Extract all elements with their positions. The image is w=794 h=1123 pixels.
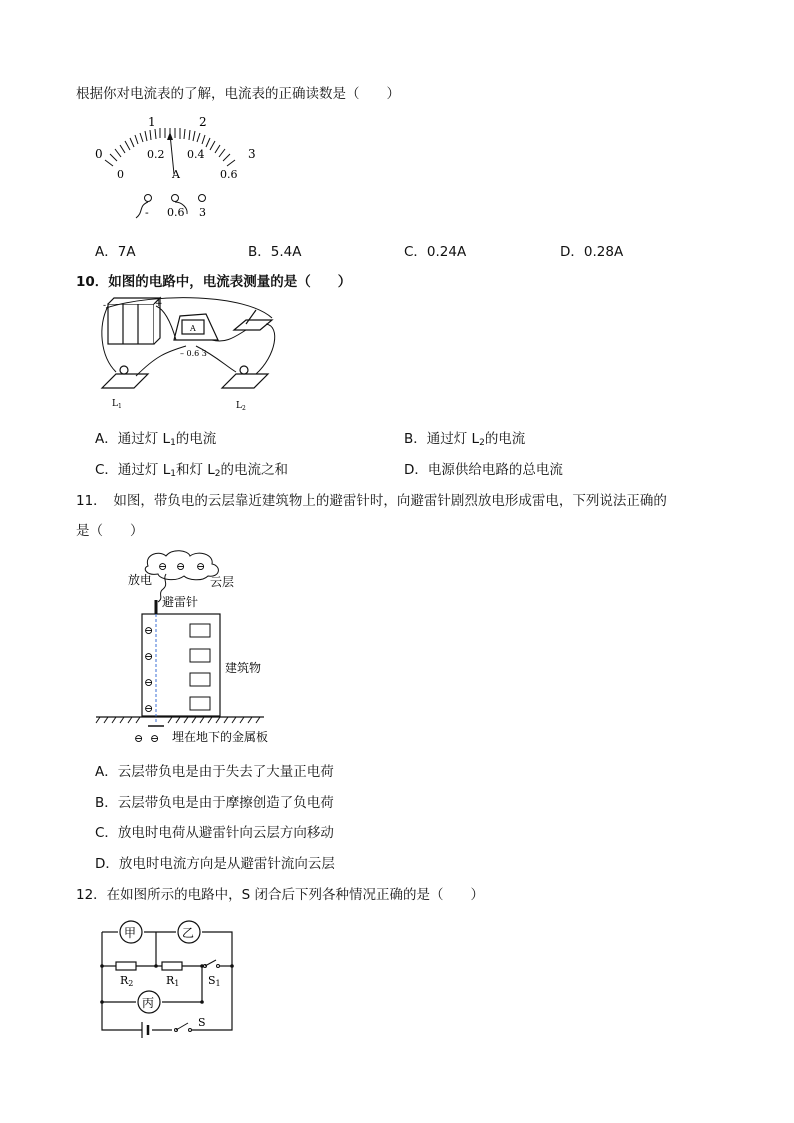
q11-option-b: B．云层带负电是由于摩擦创造了负电荷 [95, 795, 334, 811]
svg-text:A: A [190, 324, 196, 333]
meter-yi: 乙 [182, 926, 195, 940]
unit-label: A [172, 168, 180, 181]
q11-option-d: D．放电时电流方向是从避雷针流向云层 [95, 856, 335, 872]
svg-text:+: + [155, 299, 163, 309]
q9-option-c: C．0.24A [404, 244, 467, 260]
terminal-0.6: 0.6 [167, 206, 185, 219]
svg-text:⊖: ⊖ [150, 732, 160, 745]
terminal-minus: - [145, 206, 149, 219]
meter-jia: 甲 [124, 926, 137, 940]
scale-0.2: 0.2 [147, 148, 165, 161]
terminal-3: 3 [199, 206, 206, 219]
q10-circuit-figure [96, 296, 306, 416]
scale-1: 1 [148, 115, 156, 129]
lamp-l1 [102, 366, 148, 388]
q11-stem-line2: 是（ ） [76, 523, 144, 539]
scale-2: 2 [199, 115, 207, 129]
q12-circuit-figure [94, 918, 244, 1040]
switch [234, 310, 272, 330]
svg-text:⊖: ⊖ [196, 560, 206, 573]
q9-stem: 根据你对电流表的了解，电流表的正确读数是（ ） [76, 86, 400, 102]
q12-stem: 12．在如图所示的电路中，S 闭合后下列各种情况正确的是（ ） [76, 887, 485, 903]
scale-0.6: 0.6 [220, 168, 238, 181]
q11-option-a: A．云层带负电是由于失去了大量正电荷 [95, 764, 334, 780]
discharge-label: 放电 [128, 573, 153, 587]
q10-option-c: C．通过灯 $L_1$和灯 $L_2$的电流之和 [95, 462, 289, 479]
r2-label: R2 [120, 974, 134, 988]
q10-option-b: B．通过灯 $L_2$的电流 [404, 431, 526, 448]
plate-label: 埋在地下的金属板 [172, 730, 269, 744]
ammeter-terminals: – 0.6 3 [180, 349, 207, 358]
ammeter-dial-figure [90, 112, 270, 224]
q11-option-c: C．放电时电荷从避雷针向云层方向移动 [95, 825, 334, 841]
q10-stem: 10．如图的电路中，电流表测量的是（ ） [76, 274, 352, 290]
q10-option-a: A．通过灯 $L_1$的电流 [95, 431, 217, 448]
q9-option-b: B．5.4A [248, 244, 302, 260]
lightning-rod-figure [92, 548, 282, 748]
building-label: 建筑物 [225, 661, 262, 675]
lamp1-label: $L_1$ [112, 399, 122, 410]
meter-bing: 丙 [142, 996, 155, 1010]
q9-option-a: A．7A [95, 244, 136, 260]
q10-option-d: D．电源供给电路的总电流 [404, 462, 563, 478]
scale-3: 3 [248, 147, 256, 161]
scale-0.4: 0.4 [187, 148, 205, 161]
svg-text:⊖: ⊖ [144, 624, 154, 637]
rod-label: 避雷针 [162, 595, 199, 609]
scale-0-lower: 0 [117, 168, 124, 181]
svg-text:⊖: ⊖ [144, 650, 154, 663]
cloud-label: 云层 [210, 575, 235, 589]
ammeter [174, 314, 218, 340]
svg-text:⊖: ⊖ [176, 560, 186, 573]
svg-text:⊖: ⊖ [158, 560, 168, 573]
scale-0: 0 [95, 147, 103, 161]
svg-text:⊖: ⊖ [144, 702, 154, 715]
s-label: S [198, 1016, 206, 1029]
svg-text:⊖: ⊖ [144, 676, 154, 689]
svg-text:-: - [103, 301, 107, 311]
lamp2-label: $L_2$ [236, 401, 246, 412]
q11-stem-line1: 11． 如图，带负电的云层靠近建筑物上的避雷针时，向避雷针剧烈放电形成雷电，下列说法正确的 [76, 493, 667, 509]
svg-text:⊖: ⊖ [134, 732, 144, 745]
q9-option-d: D．0.28A [560, 244, 624, 260]
r1-label: R1 [166, 974, 180, 988]
s1-label: S1 [208, 974, 221, 988]
